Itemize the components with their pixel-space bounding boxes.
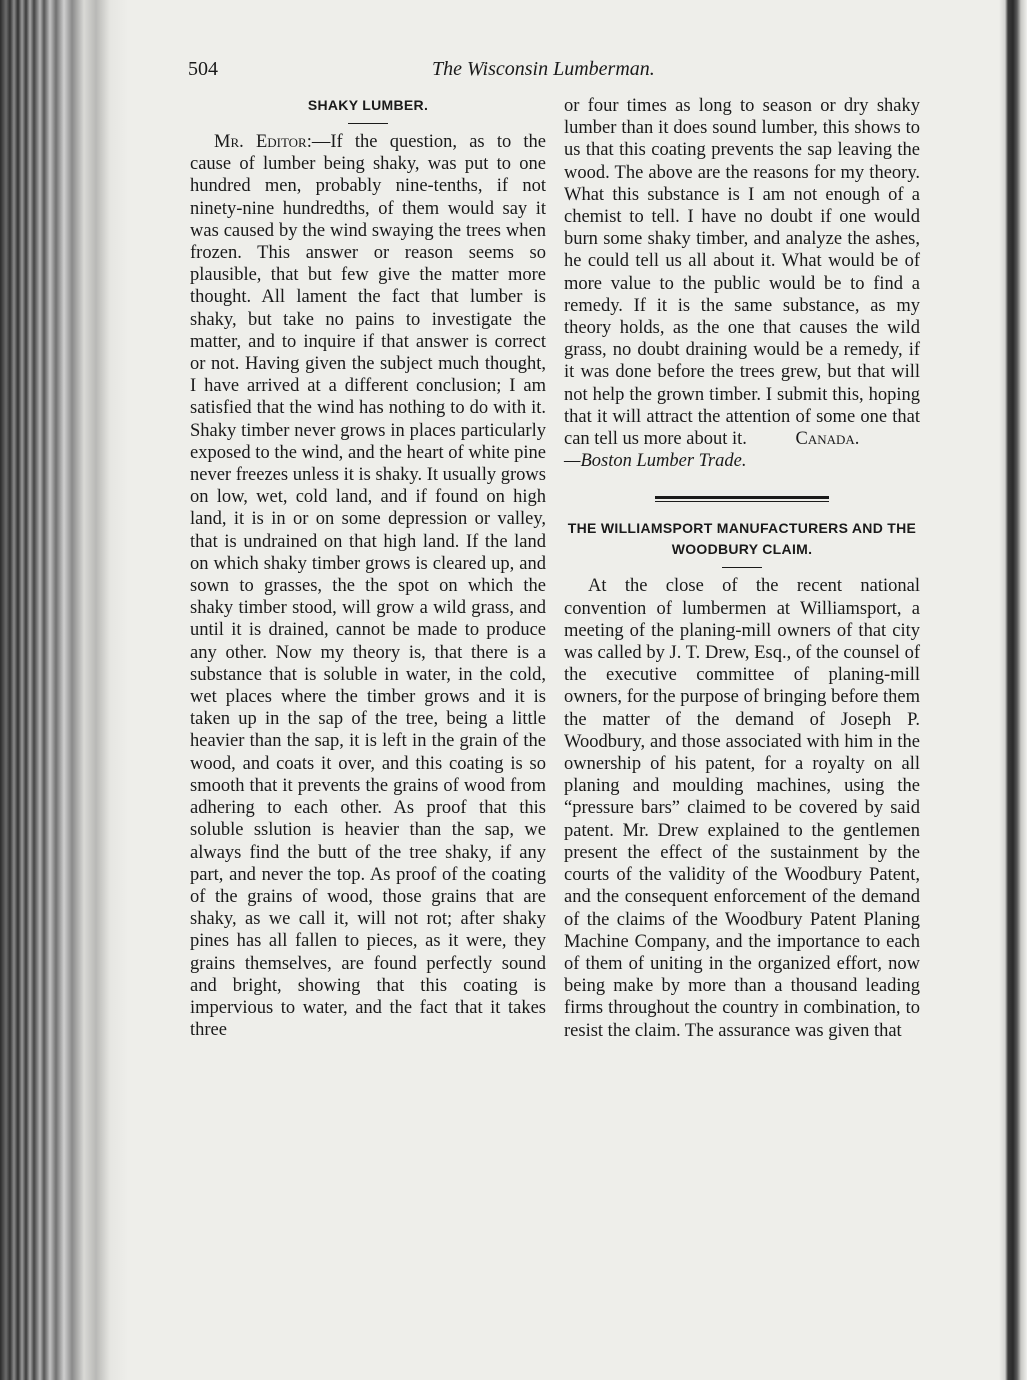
right-column <box>564 95 920 1042</box>
source-credit: —Boston Lumber Trade. <box>564 451 747 472</box>
signature: Canada. <box>795 429 860 450</box>
title-rule-2 <box>722 567 762 568</box>
salutation: Mr. Editor: <box>214 132 312 152</box>
article-body-text: —If the question, as to the cause of lumber being shaky, was put to one hundred men, probably nine-tenths, if not ninety-nine hundredths, of them would say it was caused by the wind swaying the trees when frozen. This answer or reason seems so plausible, that but few give the matter more thought. All lament the fact that lumber is shaky, but take no pains to investigate the matter, and to inquire if that answer is correct or not. Having given the subject much thought, I have arrived at a different conclusion; I am satisfied that the wind has nothing to do with it. Shaky timber never grows in places particularly exposed to the wind, and the heart of white pine never freezes unless it is shaky. It usually grows on low, wet, cold land, and if found on high land, it is in or on some depression or valley, that is undrained on that high land. If the land on which shaky timber grows is cleared up, and sown to grasses, the the spot on which the shaky timber stood, will grow a wild grass, and until it is drained, cannot be made to produce any other. Now my theory is, that there is a substance that is soluble in water, in the cold, wet places where the timber grows and it is taken up in the sap of the tree, being a little heavier than the sap, it is left in the grain of the wood, and coats it over, and this coating is so smooth that it prevents the grains of wood from adhering to each other. As proof that this soluble sslution is heavier than the sap, we always find the butt of the tree shaky, if any part, and never the top. As proof of the coating of the grains of wood, those grains that are shaky, as we call it, will not rot; after shaky pines has all fallen to pieces, as it were, they grains themselves, are found perfectly sound and bright, showing that this coating is impervious to water, and the fact that it takes three <box>190 132 547 1041</box>
book-binding-gutter <box>0 0 128 1380</box>
article-continuation <box>564 95 920 450</box>
page-header <box>186 54 926 84</box>
article-title-shaky-lumber: SHAKY LUMBER. <box>307 97 429 113</box>
source-line <box>564 450 920 472</box>
article-title-williamsport: THE WILLIAMSPORT MANUFACTURERS AND THE WOODBURY CLAIM. <box>567 520 917 558</box>
article-body-shaky-lumber <box>190 131 546 1041</box>
page-edge <box>999 0 1027 1380</box>
article-body-williamsport: At the close of the recent national convention of lumbermen at Williamsport, a meeting of the planing-mill owners of that city was called by J. T. Drew, Esq., of the counsel of the executive committee of planing-mill owners, for the purpose of bringing before them the matter of the demand of Joseph P. Woodbury, and those associated with him in the ownership of his patent, for a royalty on all planing and moulding machines, using the “pressure bars” claimed to be covered by said patent. Mr. Drew explained to the gentlemen present the effect of the sustainment by the courts of the validity of the Woodbury Patent, and the consequent enforcement of the demand of the claims of the Woodbury Patent Planing Machine Company, and the importance to each of them of uniting in the organized effort, now being make by more than a thousand leading firms throughout the country in combination, to resist the claim. The assurance was given that <box>564 576 920 1041</box>
page <box>186 0 926 1380</box>
running-head: The Wisconsin Lumberman. <box>432 58 655 80</box>
section-divider <box>655 496 829 502</box>
page-number: 504 <box>188 58 218 80</box>
continuation-text: or four times as long to season or dry shaky lumber than it does sound lumber, this shows to us that this coating prevents the sap leaving the wood. The above are the reasons for my theory. What this substance is I am not enough of a chemist to tell. I have no doubt if one would burn some shaky timber, and analyze the ashes, he could tell us all about it. What would be of more value to the public would be to find a remedy. If it is the same substance, as my theory holds, as the one that causes the wild grass, no doubt draining would be a remedy, if it was done before the trees grew, but that will not help the grown timber. I submit this, hoping that it will attract the attention of some one that can tell us more about it. <box>564 96 920 450</box>
left-column <box>190 95 546 1041</box>
title-rule <box>348 123 388 124</box>
